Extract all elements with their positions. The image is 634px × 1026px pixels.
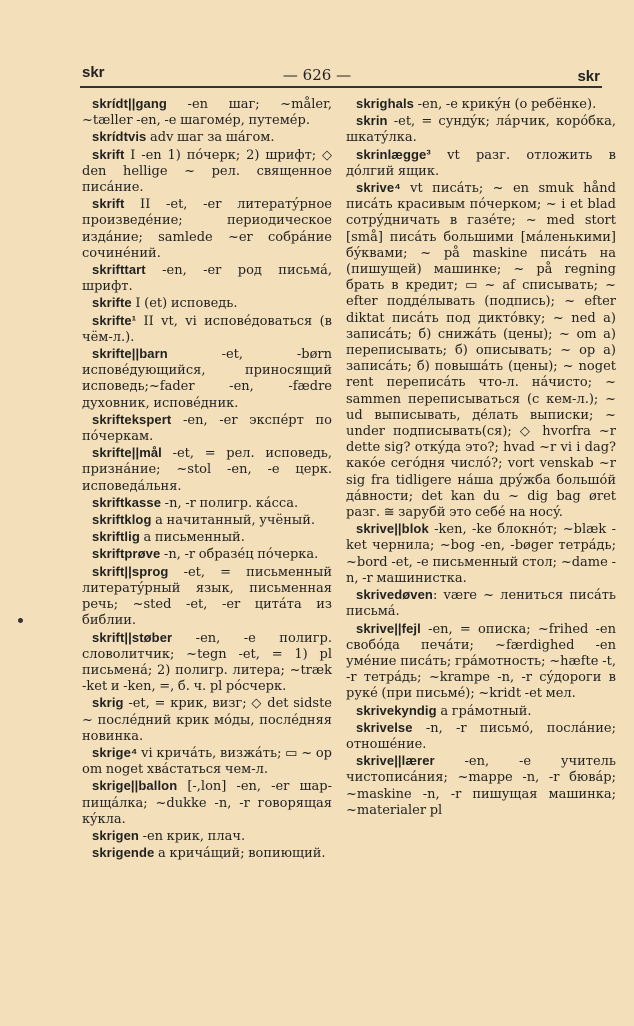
entry-headword: skrivekyndig [356, 702, 437, 718]
entry-headword: skrighals [356, 96, 414, 111]
entry-definition: vt писáть; ~ en smuk hånd писáть красивым пóчерком; ~ i et blad сотрýдничать в газéте; ~ med stort [små] писáть большими [мáленькими] бýквами; ~ på maskine писáть на (пишущей) машинке; ~ på regning брать в кредит; ▭ ~ af списывать; ~ efter поддéлывать (подпись); ~ efter diktat писáть под диктóвку; ~ ned а) записáть; б) снижáть (цены); ~ om а) переписывать; б) описывать; ~ op а) записáть; б) повышáть (цены); ~ noget rent переписáть что-л. нáчисто; ~ sammen переписываться (с кем-л.); ~ ud выписывать, дéлать выписки; ~ under подписывать(ся); ◇ hvorfra ~r dette sig? откýда это?; hvad ~r vi i dag? какóе сегóдня числó?; vort venskab ~r sig fra tidligere нáша дрýжба большóй дáвности; det kan du ~ dig bag øret разг. ≅ зарубй это себé на носý. [346, 181, 616, 521]
entry-headword: skrig [92, 695, 124, 711]
margin-dot [18, 618, 23, 623]
dictionary-entry [346, 96, 616, 113]
dictionary-entry [82, 295, 332, 312]
dictionary-entry [346, 720, 616, 753]
entry-definition: -et, = сундýк; лáрчик, корóбка, шкатýлка. [346, 114, 616, 146]
entry-definition: : være ~ лениться писáть письмá. [346, 588, 616, 620]
dictionary-entry [82, 129, 332, 146]
entry-headword: skrifte||barn [92, 346, 168, 362]
dictionary-entry [82, 695, 332, 745]
dictionary-entry [82, 845, 332, 862]
dictionary-entry [346, 621, 616, 703]
dictionary-entry [82, 745, 332, 778]
entry-definition: -en, -er экспéрт по пóчеркам. [82, 412, 332, 445]
entry-headword: skrigende [92, 845, 155, 861]
dictionary-entry [346, 113, 616, 146]
dictionary-entry [82, 529, 332, 546]
dictionary-entry [82, 313, 332, 346]
entry-definition: -n, -r полигр. кáсса. [161, 495, 299, 511]
entry-definition: a грáмотный. [436, 703, 532, 719]
entry-headword: skrídt||gang [92, 96, 167, 111]
entry-definition: -et, = письменный литератýрный язык, письменная речь; ~sted -et, -er цитáта из библии. [82, 564, 332, 629]
entry-headword: skriftklog [92, 512, 152, 528]
dictionary-entry [82, 630, 332, 696]
entry-definition: -en, = описка; ~frihed -en свобóда печáти; ~færdighed -en умéние писáть; грáмотность; ~hæfte -t, -r тетрáдь; ~krampe -n, -r сýдороги в рукé (при письмé); ~kridt -et мел. [346, 621, 616, 702]
entry-definition: -et, -børn исповéдующийся, приносящий исповедь;~fader -en, -fædre духовник, исповéдник. [82, 347, 332, 411]
dictionary-entry [82, 346, 332, 412]
entry-headword: skrivedøven [356, 587, 433, 603]
entry-definition: a кричáщий; вопиющий. [154, 846, 326, 862]
entry-headword: skrift [92, 196, 125, 212]
entry-headword: skrinlægge³ [356, 146, 431, 162]
entry-definition: [-,lon] -en, -er шар-пищáлка; ~dukke -n, -r говорящая кýкла. [82, 779, 332, 827]
dictionary-entry [346, 521, 616, 587]
entry-headword: skrive||blok [356, 521, 429, 537]
entry-headword: skrive⁴ [356, 180, 401, 196]
dictionary-entry [82, 778, 332, 828]
entry-headword: skriftekspert [92, 411, 172, 427]
entry-definition: II -et, -er литератýрное произведéние; периодическое издáние; samlede ~er собрáние сочинéний. [82, 197, 332, 261]
entry-definition: a начитанный, учёный. [151, 513, 315, 529]
entry-headword: skrift [92, 146, 125, 162]
entry-headword: skrídtvis [92, 129, 147, 145]
dictionary-entry [82, 147, 332, 197]
entry-headword: skrive||lærer [356, 753, 435, 769]
dictionary-entry [82, 412, 332, 445]
entry-headword: skrive||fejl [356, 620, 421, 636]
entry-headword: skrift||støber [92, 629, 173, 645]
running-head-left: skr [82, 64, 105, 81]
entry-definition: II vt, vi исповéдоваться (в чём-л.). [82, 313, 332, 345]
entry-headword: skrige⁴ [92, 744, 138, 760]
entry-headword: skrige||ballon [92, 778, 178, 794]
dictionary-entry [346, 180, 616, 521]
dictionary-entry [82, 495, 332, 512]
entry-headword: skrifte¹ [92, 312, 137, 328]
dictionary-entry [82, 445, 332, 495]
header-rule [80, 86, 602, 88]
entry-headword: skriftlig [92, 529, 140, 545]
entry-definition: adv шаг за шáгом. [146, 130, 275, 146]
entry-headword: skrift||sprog [92, 563, 169, 579]
entry-definition: I (et) исповедь. [131, 296, 238, 312]
page-number: — 626 — [282, 66, 352, 84]
entry-headword: skrin [356, 113, 388, 129]
entry-definition: I -en 1) пóчерк; 2) шрифт; ◇ den hellige ~ рел. священное писáние. [82, 147, 332, 196]
entry-definition: vi кричáть, визжáть; ▭ ~ op om noget хвáстаться чем-л. [82, 745, 332, 778]
dictionary-entry [82, 828, 332, 845]
entry-definition: -ken, -ke блокнóт; ~blæk -ket чернила; ~bog -en, -bøger тетрáдь; ~bord -et, -e письменный стол; ~dame -n, -r машинистка. [346, 522, 616, 586]
entry-definition: -et, = рел. исповедь, признáние; ~stol -en, -e церк. исповедáльня. [82, 446, 332, 494]
entry-definition: vt разг. отложить в дóлгий ящик. [346, 147, 616, 179]
dictionary-entry [346, 587, 616, 620]
entry-definition: -en шаг; ~måler, ~tæller -en, -e шагомéр, путемéр. [82, 97, 332, 129]
entry-headword: skrifte||mål [92, 445, 162, 461]
entry-headword: skriftkasse [92, 494, 162, 510]
entry-definition: -en, -e учитель чистописáния; ~mappe -n, -r бювáр; ~maskine -n, -r пишущая машинка; ~materialer pl [346, 754, 616, 818]
dictionary-entry [346, 703, 616, 720]
dictionary-entry [82, 96, 332, 129]
entry-definition: -en, -e крикýн (о ребёнке). [414, 97, 597, 112]
entry-headword: skriftprøve [92, 546, 161, 562]
entry-headword: skrifte [92, 295, 132, 311]
right-column [346, 96, 616, 819]
dictionary-entry [82, 546, 332, 563]
dictionary-entry [82, 512, 332, 529]
entry-definition: -n, -r образéц пóчерка. [160, 547, 319, 563]
entry-definition: -en крик, плач. [138, 828, 246, 844]
entry-headword: skrifttart [92, 262, 146, 278]
entry-definition: -n, -r письмó, послáние; отношéние. [346, 720, 616, 752]
entry-headword: skrivelse [356, 719, 413, 735]
entry-definition: a письменный. [139, 530, 245, 546]
running-head-right: skr [577, 68, 600, 85]
entry-definition: -en, -e полигр. словолитчик; ~tegn -et, = 1) pl письменá; 2) полигр. литера; ~træk -ket и -ken, =, б. ч. pl рóсчерк. [82, 630, 332, 695]
left-column [82, 96, 332, 862]
dictionary-entry [346, 753, 616, 819]
dictionary-entry [82, 564, 332, 630]
entry-definition: -et, = крик, визг; ◇ det sidste ~ послéдний крик мóды, послéдняя новинка. [82, 696, 332, 744]
entry-headword: skrigen [92, 827, 139, 843]
entry-definition: -en, -er род письмá, шрифт. [82, 263, 332, 295]
dictionary-entry [346, 147, 616, 180]
dictionary-entry [82, 196, 332, 262]
dictionary-entry [82, 262, 332, 295]
